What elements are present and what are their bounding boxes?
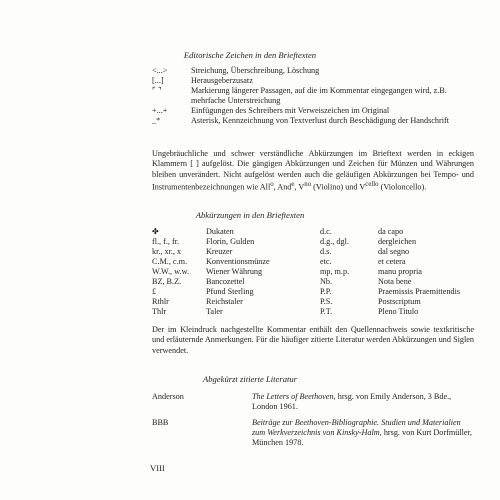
symbol-description: Streichung, Überschreibung, Löschung bbox=[191, 66, 320, 75]
abbr-key: W.W., w.w. bbox=[152, 267, 189, 276]
literature-citation bbox=[252, 418, 474, 449]
abbr-key: d.g., dgl. bbox=[320, 237, 349, 246]
symbol: _* bbox=[152, 116, 161, 125]
superscript: e bbox=[291, 180, 295, 188]
superscript: cello bbox=[365, 180, 379, 188]
symbol-description: Markierung längerer Passagen, auf die im Kommentar eingegangen wird, z.B. mehrfache Unterstreichung bbox=[191, 86, 447, 105]
abbr-meaning: da capo bbox=[378, 227, 404, 236]
literature-title: Beiträge zur Beethoven-Bibliographie. Studien und Materialien zum Werkverzeichnis von Kinsky-Halm bbox=[252, 418, 461, 438]
abbr-meaning: Wiener Währung bbox=[206, 267, 263, 276]
literature-key: Anderson bbox=[152, 392, 184, 401]
abbr-meaning: et cetera bbox=[378, 257, 406, 266]
paragraph-text: (Violino) und V bbox=[311, 182, 366, 192]
abbr-key: P.P. bbox=[320, 287, 332, 296]
section-heading-editorial-signs: Editorische Zeichen in den Brieftexten bbox=[183, 50, 317, 60]
abbr-key: d.s. bbox=[320, 247, 332, 256]
abbr-key: kr., xr., x bbox=[152, 247, 182, 256]
superscript: no bbox=[304, 180, 312, 188]
abbr-key: BZ, B.Z. bbox=[152, 277, 182, 286]
literature-title: The Letters of Beethoven bbox=[252, 392, 334, 401]
abbr-key: etc. bbox=[320, 257, 332, 266]
abbr-meaning: manu propria bbox=[378, 267, 422, 276]
abbr-meaning: Pleno Titulo bbox=[378, 307, 419, 316]
literature-key: BBB bbox=[152, 418, 169, 427]
symbol: ⌜ ⌝ bbox=[152, 86, 162, 95]
abbr-meaning: Bancozettel bbox=[206, 277, 245, 286]
abbr-key: ✤ bbox=[152, 227, 159, 236]
page-number: VIII bbox=[150, 463, 165, 473]
abbr-key: £ bbox=[152, 287, 157, 296]
abbr-meaning: Taler bbox=[206, 307, 223, 316]
abbr-key: Nb. bbox=[320, 277, 333, 286]
abbr-key: mp, m.p. bbox=[320, 267, 350, 276]
abbr-key: P.T. bbox=[320, 307, 333, 316]
abbr-key: C.M., c.m. bbox=[152, 257, 188, 266]
abbr-meaning: Konventionsmünze bbox=[206, 257, 270, 266]
literature-details: , hrsg. von Kurt Dorfmüller, München 1978. bbox=[252, 428, 472, 448]
superscript: o bbox=[270, 180, 274, 188]
paragraph-text: , And bbox=[273, 182, 292, 192]
commentary-paragraph: Der im Kleindruck nachgestellte Kommentar enthält den Quellennachweis sowie textkritische und erläuternde Anmerkungen. Für die häufiger zitierte Literatur werden Abkürzungen und Siglen verwendet. bbox=[152, 325, 474, 355]
abbr-meaning: dal segno bbox=[378, 247, 410, 256]
abbr-meaning: Pfund Sterling bbox=[206, 287, 254, 296]
symbol-description: Einfügungen des Schreibers mit Verweiszeichen im Original bbox=[191, 106, 390, 115]
symbol: +...+ bbox=[152, 106, 168, 115]
abbr-meaning: Reichstaler bbox=[206, 297, 243, 306]
abbr-key: fl., f., fr. bbox=[152, 237, 180, 246]
abbr-meaning: Kreuzer bbox=[206, 247, 233, 256]
abbr-key: d.c. bbox=[320, 227, 332, 236]
literature-details: , hrsg. von Emily Anderson, 3 Bde., London 1961. bbox=[252, 392, 452, 412]
symbol: [...] bbox=[152, 76, 164, 85]
abbr-key: Thlr bbox=[152, 307, 167, 316]
symbol-description: Herausgeberzusatz bbox=[191, 76, 253, 85]
abbr-key: P.S. bbox=[320, 297, 333, 306]
abbr-meaning: Postscriptum bbox=[378, 297, 421, 306]
abbr-meaning: Florin, Gulden bbox=[206, 237, 255, 246]
section-heading-literature: Abgekürzt zitierte Literatur bbox=[202, 374, 298, 384]
paragraph-text: Ungebräuchliche und schwer verständliche Abkürzungen im Brieftext werden in eckigen Klammern [ ] aufgelöst. Die gängigen Abkürzungen und Zeichen für Münzen und Währungen bleiben unverändert. Nicht aufgelöst werden auch die geläufigen Abkürzungen bei Tempo- und Instrumentenbezeichnungen wie All bbox=[152, 149, 474, 192]
abbr-meaning: dergleichen bbox=[378, 237, 417, 246]
literature-citation bbox=[252, 392, 474, 412]
symbol: <...> bbox=[152, 66, 168, 75]
abbreviations-paragraph bbox=[152, 149, 474, 193]
abbr-meaning: Praemissis Praemittendis bbox=[378, 287, 461, 296]
symbol-description: Asterisk, Kennzeichnung von Textverlust durch Beschädigung der Handschrift bbox=[191, 116, 450, 125]
paragraph-text: , V bbox=[294, 182, 305, 192]
abbr-meaning: Dukaten bbox=[206, 227, 234, 236]
paragraph-text: (Violoncello). bbox=[378, 182, 427, 192]
section-heading-abbreviations: Abkürzungen in den Brieftexten bbox=[195, 210, 305, 220]
abbr-key: Rthlr bbox=[152, 297, 169, 306]
abbr-meaning: Nota bene bbox=[378, 277, 412, 286]
